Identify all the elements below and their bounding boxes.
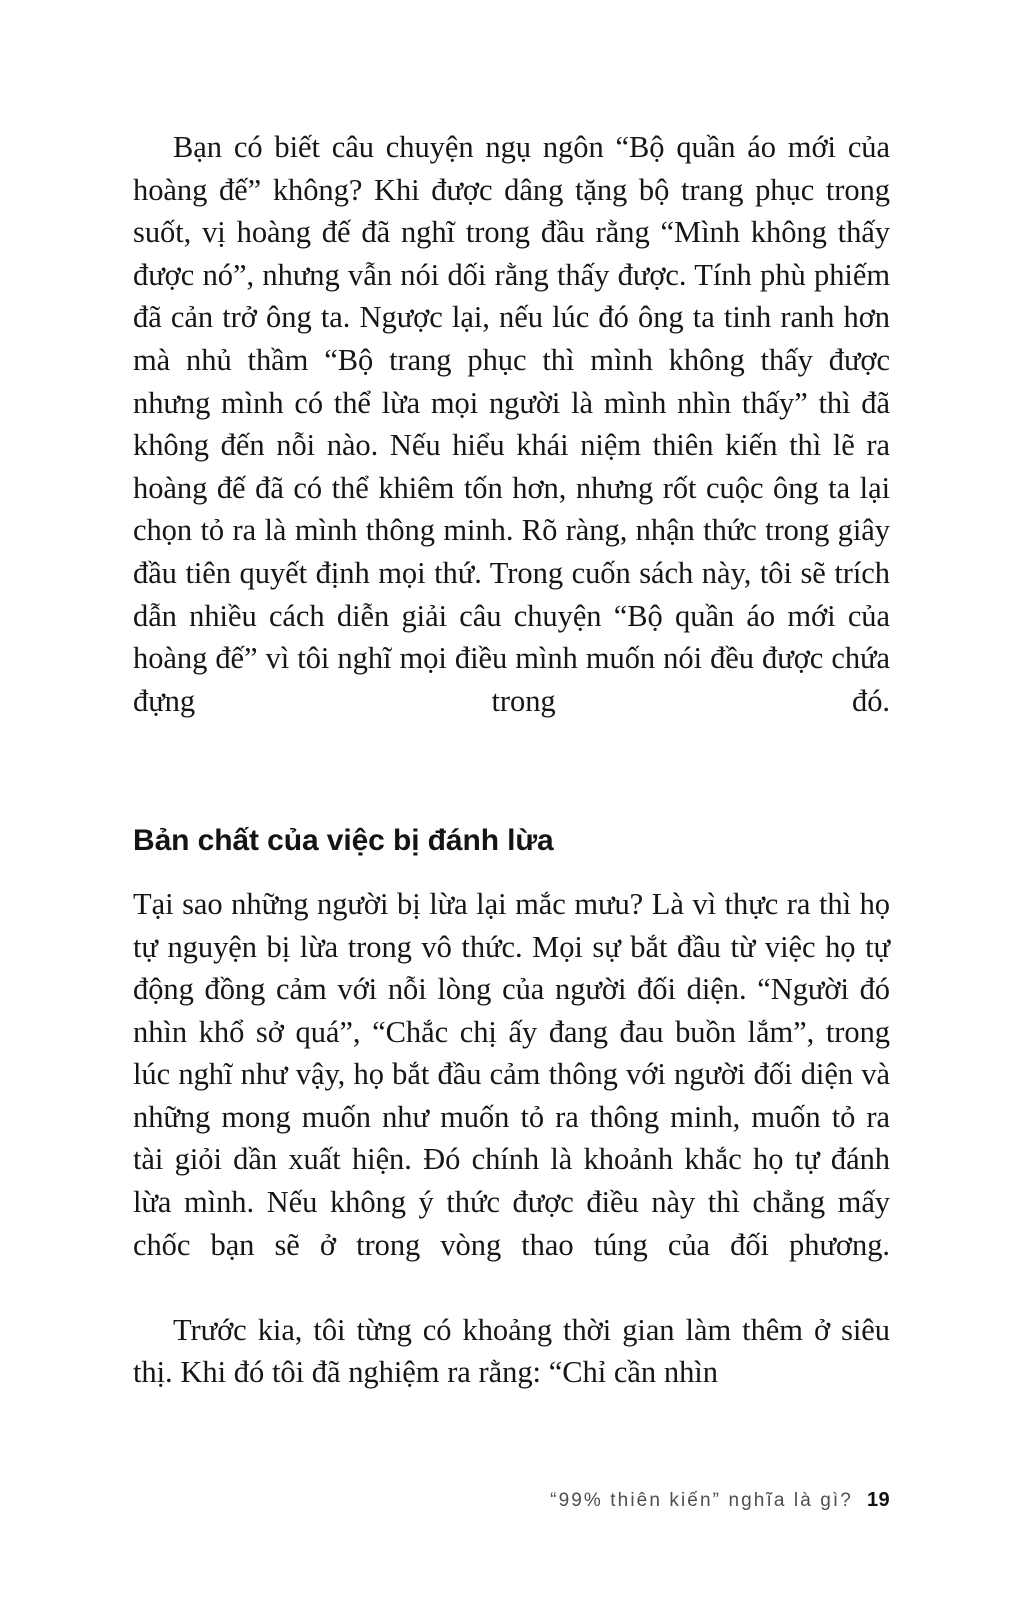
paragraph-truoc-kia: Trước kia, tôi từng có khoảng thời gian làm thêm ở siêu thị. Khi đó tôi đã nghiệm ra rằng: “Chỉ cần nhìn: [133, 1312, 890, 1390]
paragraph-heading-spacer: [133, 765, 890, 821]
section-heading-ban-chat: Bản chất của việc bị đánh lừa: [133, 823, 554, 857]
heading-body-spacer: [133, 861, 890, 883]
footer-page-number: 19: [866, 1489, 890, 1511]
page-footer: [133, 1487, 890, 1514]
paragraph-intro: Bạn có biết câu chuyện ngụ ngôn “Bộ quần áo mới của hoàng đế” không? Khi được dâng tặng bộ trang phục trong suốt, vị hoàng đế đã nghĩ trong đầu rằng “Mình không thấy được nó”, nhưng vẫn nói dối rằng thấy được. Tính phù phiếm đã cản trở ông ta. Ngược lại, nếu lúc đó ông ta tinh ranh hơn mà nhủ thầm “Bộ trang phục thì mình không thấy được nhưng mình có thể lừa mọi người là mình nhìn thấy” thì đã không đến nỗi nào. Nếu hiểu khái niệm thiên kiến thì lẽ ra hoàng đế đã có thể khiêm tốn hơn, nhưng rốt cuộc ông ta lại chọn tỏ ra là mình thông minh. Rõ ràng, nhận thức trong giây đầu tiên quyết định mọi thứ. Trong cuốn sách này, tôi sẽ trích dẫn nhiều cách diễn giải câu chuyện “Bộ quần áo mới của hoàng đế” vì tôi nghĩ mọi điều mình muốn nói đều được chứa đựng trong đó.: [133, 130, 890, 718]
paragraph-tai-sao: Tại sao những người bị lừa lại mắc mưu? Là vì thực ra thì họ tự nguyện bị lừa trong vô thức. Mọi sự bắt đầu từ việc họ tự động đồng cảm với nỗi lòng của người đối diện. “Người đó nhìn khổ sở quá”, “Chắc chị ấy đang đau buồn lắm”, trong lúc nghĩ như vậy, họ bắt đầu cảm thông với người đối diện và những mong muốn như muốn tỏ ra thông minh, muốn tỏ ra tài giỏi dần xuất hiện. Đó chính là khoảnh khắc họ tự đánh lừa mình. Nếu không ý thức được điều này thì chẳng mấy chốc bạn sẽ ở trong vòng thao túng của đối phương.: [133, 886, 890, 1262]
footer-running-title: “99% thiên kiến” nghĩa là gì?: [550, 1490, 853, 1511]
page-content: [133, 126, 890, 1394]
